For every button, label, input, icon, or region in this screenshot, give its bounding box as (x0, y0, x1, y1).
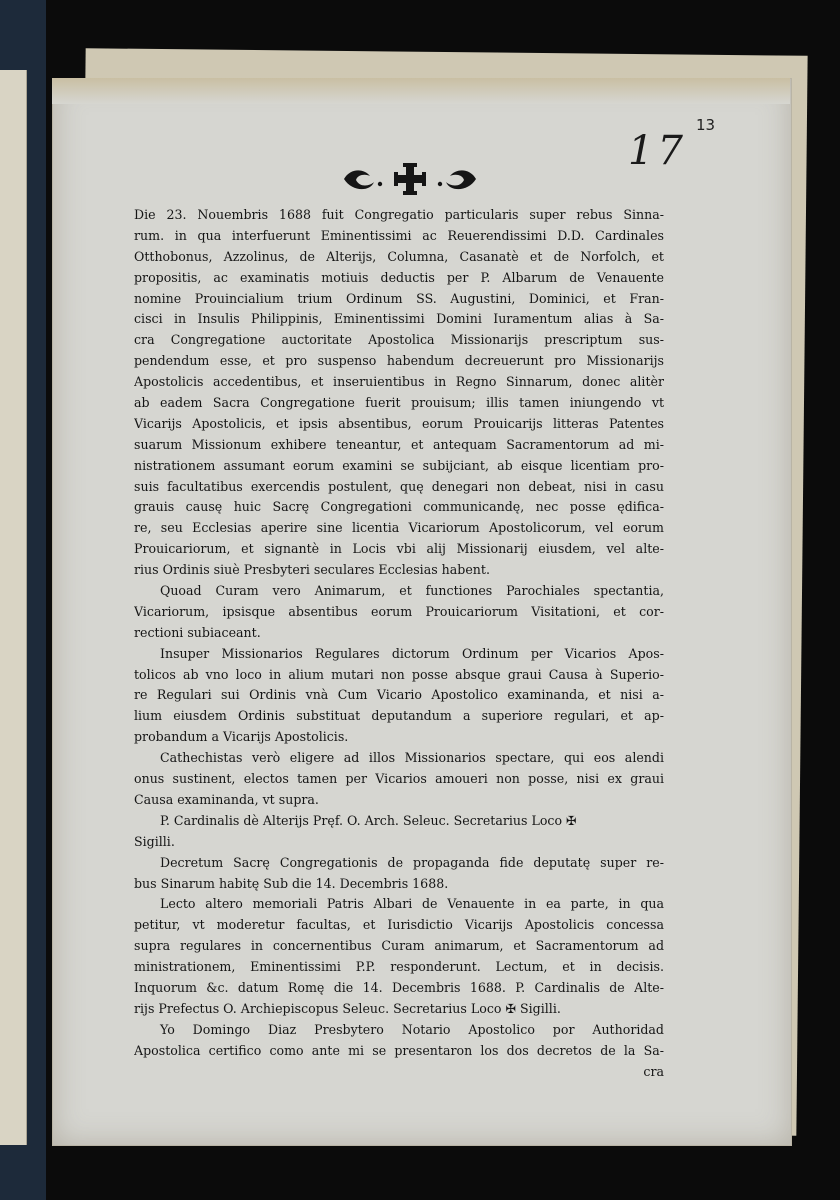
text-line: ministrationem, Eminentissimi P.P. responderunt. Lectum, et in decisis. (134, 959, 664, 975)
text-line: lium eiusdem Ordinis substituat deputandum a superiore regulari, et ap- (134, 708, 664, 724)
cross-ornament-icon (340, 162, 480, 196)
text-line: rectioni subiaceant. (134, 624, 261, 640)
text-line: rijs Prefectus O. Archiepiscopus Seleuc. Secretarius Loco ✠ Sigilli. (134, 1000, 561, 1016)
text-line: re, seu Ecclesias aperire sine licentia Vicariorum Apostolicorum, vel eorum (134, 520, 664, 536)
text-line: Die 23. Nouembris 1688 fuit Congregatio particularis super rebus Sinna- (134, 207, 664, 222)
text-line: tolicos ab vno loco in alium mutari non posse absque graui Causa à Superio- (134, 666, 664, 682)
text-line: nomine Prouincialium trium Ordinum SS. Augustini, Dominici, et Fran- (134, 290, 664, 306)
text-line: P. Cardinalis dè Alterijs Pręf. O. Arch. Seleuc. Secretarius Loco ✠ (160, 812, 577, 828)
text-line: Decretum Sacrę Congregationis de propaganda fide deputatę super re- (160, 854, 664, 870)
adjacent-page-edge (0, 70, 27, 1145)
text-line: Sigilli. (134, 833, 175, 849)
text-line: Prouicariorum, et signantè in Locis vbi alij Missionarij eiusdem, vel alte- (134, 541, 664, 557)
text-line: Insuper Missionarios Regulares dictorum Ordinum per Vicarios Apos- (160, 645, 664, 661)
text-line: nistrationem assumant eorum examini se subijciant, ab eisque licentiam pro- (134, 457, 664, 473)
folio-number: 13 (696, 116, 716, 134)
decree-text-block (134, 205, 664, 1082)
text-line: petitur, vt moderetur facultas, et Iurisdictio Vicarijs Apostolicis concessa (134, 917, 664, 933)
text-line: Vicarijs Apostolicis, et ipsis absentibus, eorum Prouicarijs litteras Patentes (134, 415, 664, 431)
text-line: Yo Domingo Diaz Presbytero Notario Apostolico por Authoridad (160, 1021, 664, 1037)
text-line: Lecto altero memoriali Patris Albari de Venauente in ea parte, in qua (160, 896, 664, 912)
text-line: rum. in qua interfuerunt Eminentissimi ac Reuerendissimi D.D. Cardinales (134, 227, 664, 243)
text-line: pendendum esse, et pro suspenso habendum decreuerunt pro Missionarijs (134, 353, 664, 369)
text-line: suarum Missionum exhibere teneantur, et antequam Sacramentorum ad mi- (134, 436, 664, 452)
text-line: Vicariorum, ipsisque absentibus eorum Prouicariorum Visitationi, et cor- (134, 603, 664, 619)
text-line: rius Ordinis siuè Presbyteri seculares Ecclesias habent. (134, 562, 490, 578)
text-line: Otthobonus, Azzolinus, de Alterijs, Columna, Casanatè et de Norfolch, et (134, 248, 664, 264)
text-line: cra Congregatione auctoritate Apostolica Missionarijs prescriptum sus- (134, 332, 664, 348)
text-line: grauis causę huic Sacrę Congregationi communicandę, nec posse ędifica- (134, 499, 664, 515)
text-line: suis facultatibus exercendis postulent, quę denegari non debeat, nisi in casu (134, 478, 664, 494)
text-line: supra regulares in concernentibus Curam animarum, et Sacramentorum ad (134, 938, 664, 954)
text-line: Apostolicis accedentibus, et inseruientibus in Regno Sinnarum, donec alitèr (134, 374, 664, 390)
text-line: Cathechistas verò eligere ad illos Missionarios spectare, qui eos alendi (160, 750, 664, 766)
text-line: cisci in Insulis Philippinis, Eminentissimi Domini Iuramentum alias à Sa- (134, 311, 664, 327)
text-line: Quoad Curam vero Animarum, et functiones Parochiales spectantia, (160, 583, 664, 599)
text-line: propositis, ac examinatis motiuis deductis per P. Albarum de Venauente (134, 269, 664, 285)
text-line: onus sustinent, electos tamen per Vicarios amoueri non posse, nisi ex graui (134, 771, 664, 787)
text-line: probandum a Vicarijs Apostolicis. (134, 729, 349, 745)
text-line: Apostolica certifico como ante mi se presentaron los dos decretos de la Sa- (134, 1042, 664, 1058)
handwritten-folio-number: 17 (628, 128, 687, 174)
text-line: re Regulari sui Ordinis vnà Cum Vicario Apostolico examinanda, et nisi a- (134, 687, 664, 703)
text-line: cra (643, 1063, 664, 1079)
damaged-top-edge (52, 78, 790, 104)
text-line: ab eadem Sacra Congregatione fuerit prouisum; illis tamen iniungendo vt (134, 395, 664, 411)
text-line: Causa examinanda, vt supra. (134, 791, 319, 807)
text-line: Inquorum &c. datum Romę die 14. Decembris 1688. P. Cardinalis de Alte- (134, 979, 664, 995)
text-line: bus Sinarum habitę Sub die 14. Decembris 1688. (134, 875, 449, 891)
